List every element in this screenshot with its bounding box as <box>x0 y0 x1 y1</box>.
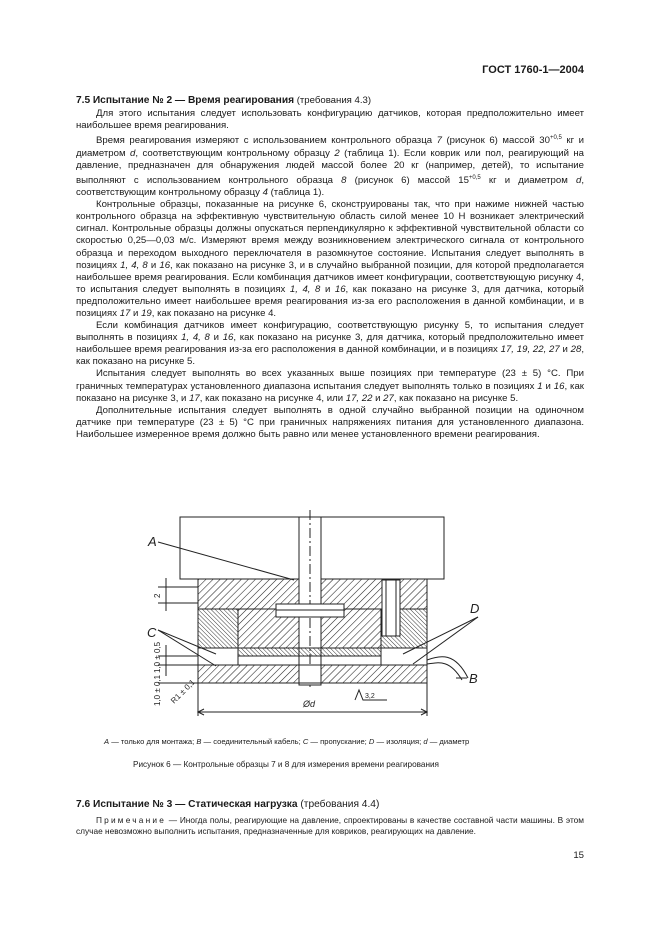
note: Примечание — Иногда полы, реагирующие на давление, спроектированы в качестве составной части машины. В этом случае невозможно выполнить испытания, предназначенные для ковриков, реагирующих на давление. <box>76 815 584 836</box>
paragraph: Дополнительные испытания следует выполнять в одной случайно выбранной позиции на одиночном датчике при температуре (23 ± 5) °С при граничных напряжениях питания для установленного диапазона. Наибольшее измеренное время должно быть равно или менее установленного времени реагирования. <box>76 404 584 440</box>
label-b: B <box>469 671 478 686</box>
insulation-right <box>381 648 427 665</box>
dim-gap2: 1,0 ± 0,5 <box>153 641 162 673</box>
figure-caption: Рисунок 6 — Контрольные образцы 7 и 8 для измерения времени реагирования <box>133 760 439 769</box>
connecting-cable <box>427 657 468 678</box>
section-7-5-heading: 7.5 Испытание № 2 — Время реагирования (требования 4.3) <box>76 95 372 106</box>
page-number: 15 <box>573 850 584 861</box>
label-a: A <box>148 534 157 549</box>
paragraph: Если комбинация датчиков имеет конфигурацию, соответствующую рисунку 5, то испытания следует выполнять в позициях 1, 4, 8 и 16, как показано на рисунке 3, для датчика, который предположительно имеет наибольшее время реагирования из-за его расположения в данной комбинации, и в позициях 17, 19, 22, 27 и 28, как показано на рисунке 5. <box>76 320 585 368</box>
insulation-left <box>198 648 238 665</box>
paragraph: Контрольные образцы, показанные на рисунке 6, сконструированы так, что при нажиме нижней частью контрольного образца на эффективную чувствительную область силой менее 10 Н возникает электрический сигнал. Контрольные образцы должны опускаться перпендикулярно к эффективной чувствительной области со скоростью 0,25—0,03 м/с. Измеряют время между возникновением электрического сигнала от контрольного образца и переходом выходного переключателя в разомкнутое состояние. Испытания следует выполнять в позициях 1, 4, 8 и 16, как показано на рисунке 3, и в случайно выбранной позиции, для которой предполагается наибольшее время реагирования. Если комбинация датчиков имеет конфигурации, соответствующую рисунку 4, то испытания следует выполнять в позициях 1, 4, 8 и 16, как показано на рисунке 3, для датчика, который предположительно имеет наибольшее время реагирования из-за его расположения в данной комбинации, и в позициях 17 и 19, как показано на рисунке 4. <box>76 199 584 319</box>
dim-top-gap: 2 <box>153 593 162 598</box>
document-header: ГОСТ 1760-1—2004 <box>482 64 584 76</box>
dim-base: 1,0 ± 0,1 <box>153 674 162 706</box>
mounting-bolt <box>382 580 400 636</box>
section-7-6-heading: 7.6 Испытание № 3 — Статическая нагрузка (требования 4.4) <box>76 799 380 810</box>
label-d: D <box>470 601 480 616</box>
paragraph: Для этого испытания следует использовать конфигурацию датчиков, которая предположительно имеет наибольшее время реагирования. <box>76 108 584 132</box>
label-c: C <box>147 625 157 640</box>
roughness-mark: 3,2 <box>365 693 375 700</box>
dim-radius: R1 ± 0,1 <box>169 677 197 706</box>
paragraph: Испытания следует выполнять во всех указанных выше позициях при температуре (23 ± 5) °С. При граничных температурах установленного диапазона испытания следует выполнять только в позициях 1 и 16, как показано на рисунке 3, и 17, как показано на рисунке 4, или 17, 22 и 27, как показано на рисунке 5. <box>76 368 584 404</box>
dim-d: Ød <box>303 699 316 709</box>
paragraph: Время реагирования измеряют с использованием контрольного образца 7 (рисунок 6) массой $30^{+0,5}$ кг и диаметром d, соответствующим контрольному образцу 2 (таблица 1). Если коврик или пол, реагирующий на давление, предназначен для обнаружения людей массой более 20 кг (например, детей), то испытание выполняют с использованием контрольного образца 8 (рисунок 6) массой $15^{+0,5}$ кг и диаметром d, соответствующим контрольному образцу 4 (таблица 1). <box>76 135 585 199</box>
hatched-block <box>198 609 238 648</box>
figure-legend: A — только для монтажа; B — соединительный кабель; C — пропускание; D — изоляция; d — диаметр <box>104 737 470 746</box>
